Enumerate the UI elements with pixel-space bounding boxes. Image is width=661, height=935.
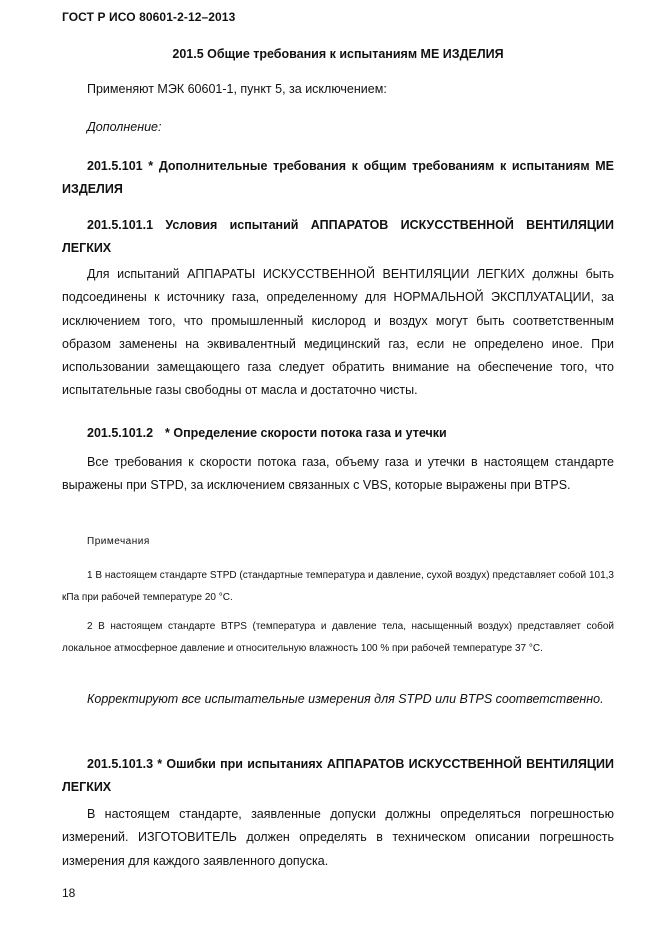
correction-text: Корректируют все испытательные измерения для STPD или BTPS соответственно. bbox=[87, 692, 604, 706]
page-number: 18 bbox=[62, 886, 76, 900]
subsection-101-2-title: * Определение скорости потока газа и утечки bbox=[165, 426, 447, 440]
subsection-101-1-number: 201.5.101.1 bbox=[87, 218, 154, 232]
note-2: 2 В настоящем стандарте BTPS (температура и давление тела, насыщенный воздух) представляет собой локальное атмосферное давление и относительную влажность 100 % при рабочей температуре 37 °С. bbox=[62, 621, 614, 654]
addition-label: Дополнение: bbox=[87, 120, 162, 134]
subsection-101-1-title: Условия испытаний АППАРАТОВ ИСКУССТВЕННОЙ ВЕНТИЛЯЦИИ ЛЕГКИХ bbox=[62, 218, 614, 256]
document-header: ГОСТ Р ИСО 80601-2-12–2013 bbox=[62, 10, 236, 24]
section-title: 201.5 Общие требования к испытаниям МЕ ИЗДЕЛИЯ bbox=[172, 47, 504, 61]
notes-title: Примечания bbox=[87, 536, 150, 547]
note-1: 1 В настоящем стандарте STPD (стандартные температура и давление, сухой воздух) представляет собой 101,3 кПа при рабочей температуре 20 °С. bbox=[62, 570, 614, 603]
subsection-101-2-heading bbox=[62, 422, 614, 445]
subsection-101-3-heading: 201.5.101.3 * Ошибки при испытаниях АППАРАТОВ ИСКУССТВЕННОЙ ВЕНТИЛЯЦИИ ЛЕГКИХ bbox=[62, 757, 614, 795]
subsection-101-1-heading bbox=[62, 214, 614, 261]
subsection-101-heading: 201.5.101 * Дополнительные требования к общим требованиям к испытаниям МЕ ИЗДЕЛИЯ bbox=[62, 159, 614, 197]
section-apply-text: Применяют МЭК 60601-1, пункт 5, за исключением: bbox=[87, 82, 387, 96]
subsection-101-2-number: 201.5.101.2 bbox=[87, 426, 154, 440]
subsection-101-3-body: В настоящем стандарте, заявленные допуски должны определяться погрешностью измерений. ИЗГОТОВИТЕЛЬ должен определять в техническом описании погрешность измерения для каждого заявленного допуска. bbox=[62, 807, 614, 868]
subsection-101-2-body: Все требования к скорости потока газа, объему газа и утечки в настоящем стандарте выражены при STPD, за исключением связанных с VBS, которые выражены при BTPS. bbox=[62, 455, 614, 493]
subsection-101-1-body: Для испытаний АППАРАТЫ ИСКУССТВЕННОЙ ВЕНТИЛЯЦИИ ЛЕГКИХ должны быть подсоединены к источнику газа, определенному для НОРМАЛЬНОЙ ЭКСПЛУАТАЦИИ, за исключением того, что промышленный кислород и воздух могут быть соответственным образом заменены на эквивалентный медицинский газ, если не определено иное. При использовании замещающего газа следует обратить внимание на обеспечение того, что испытательные газы свободны от масла и достаточно чисты. bbox=[62, 267, 614, 398]
